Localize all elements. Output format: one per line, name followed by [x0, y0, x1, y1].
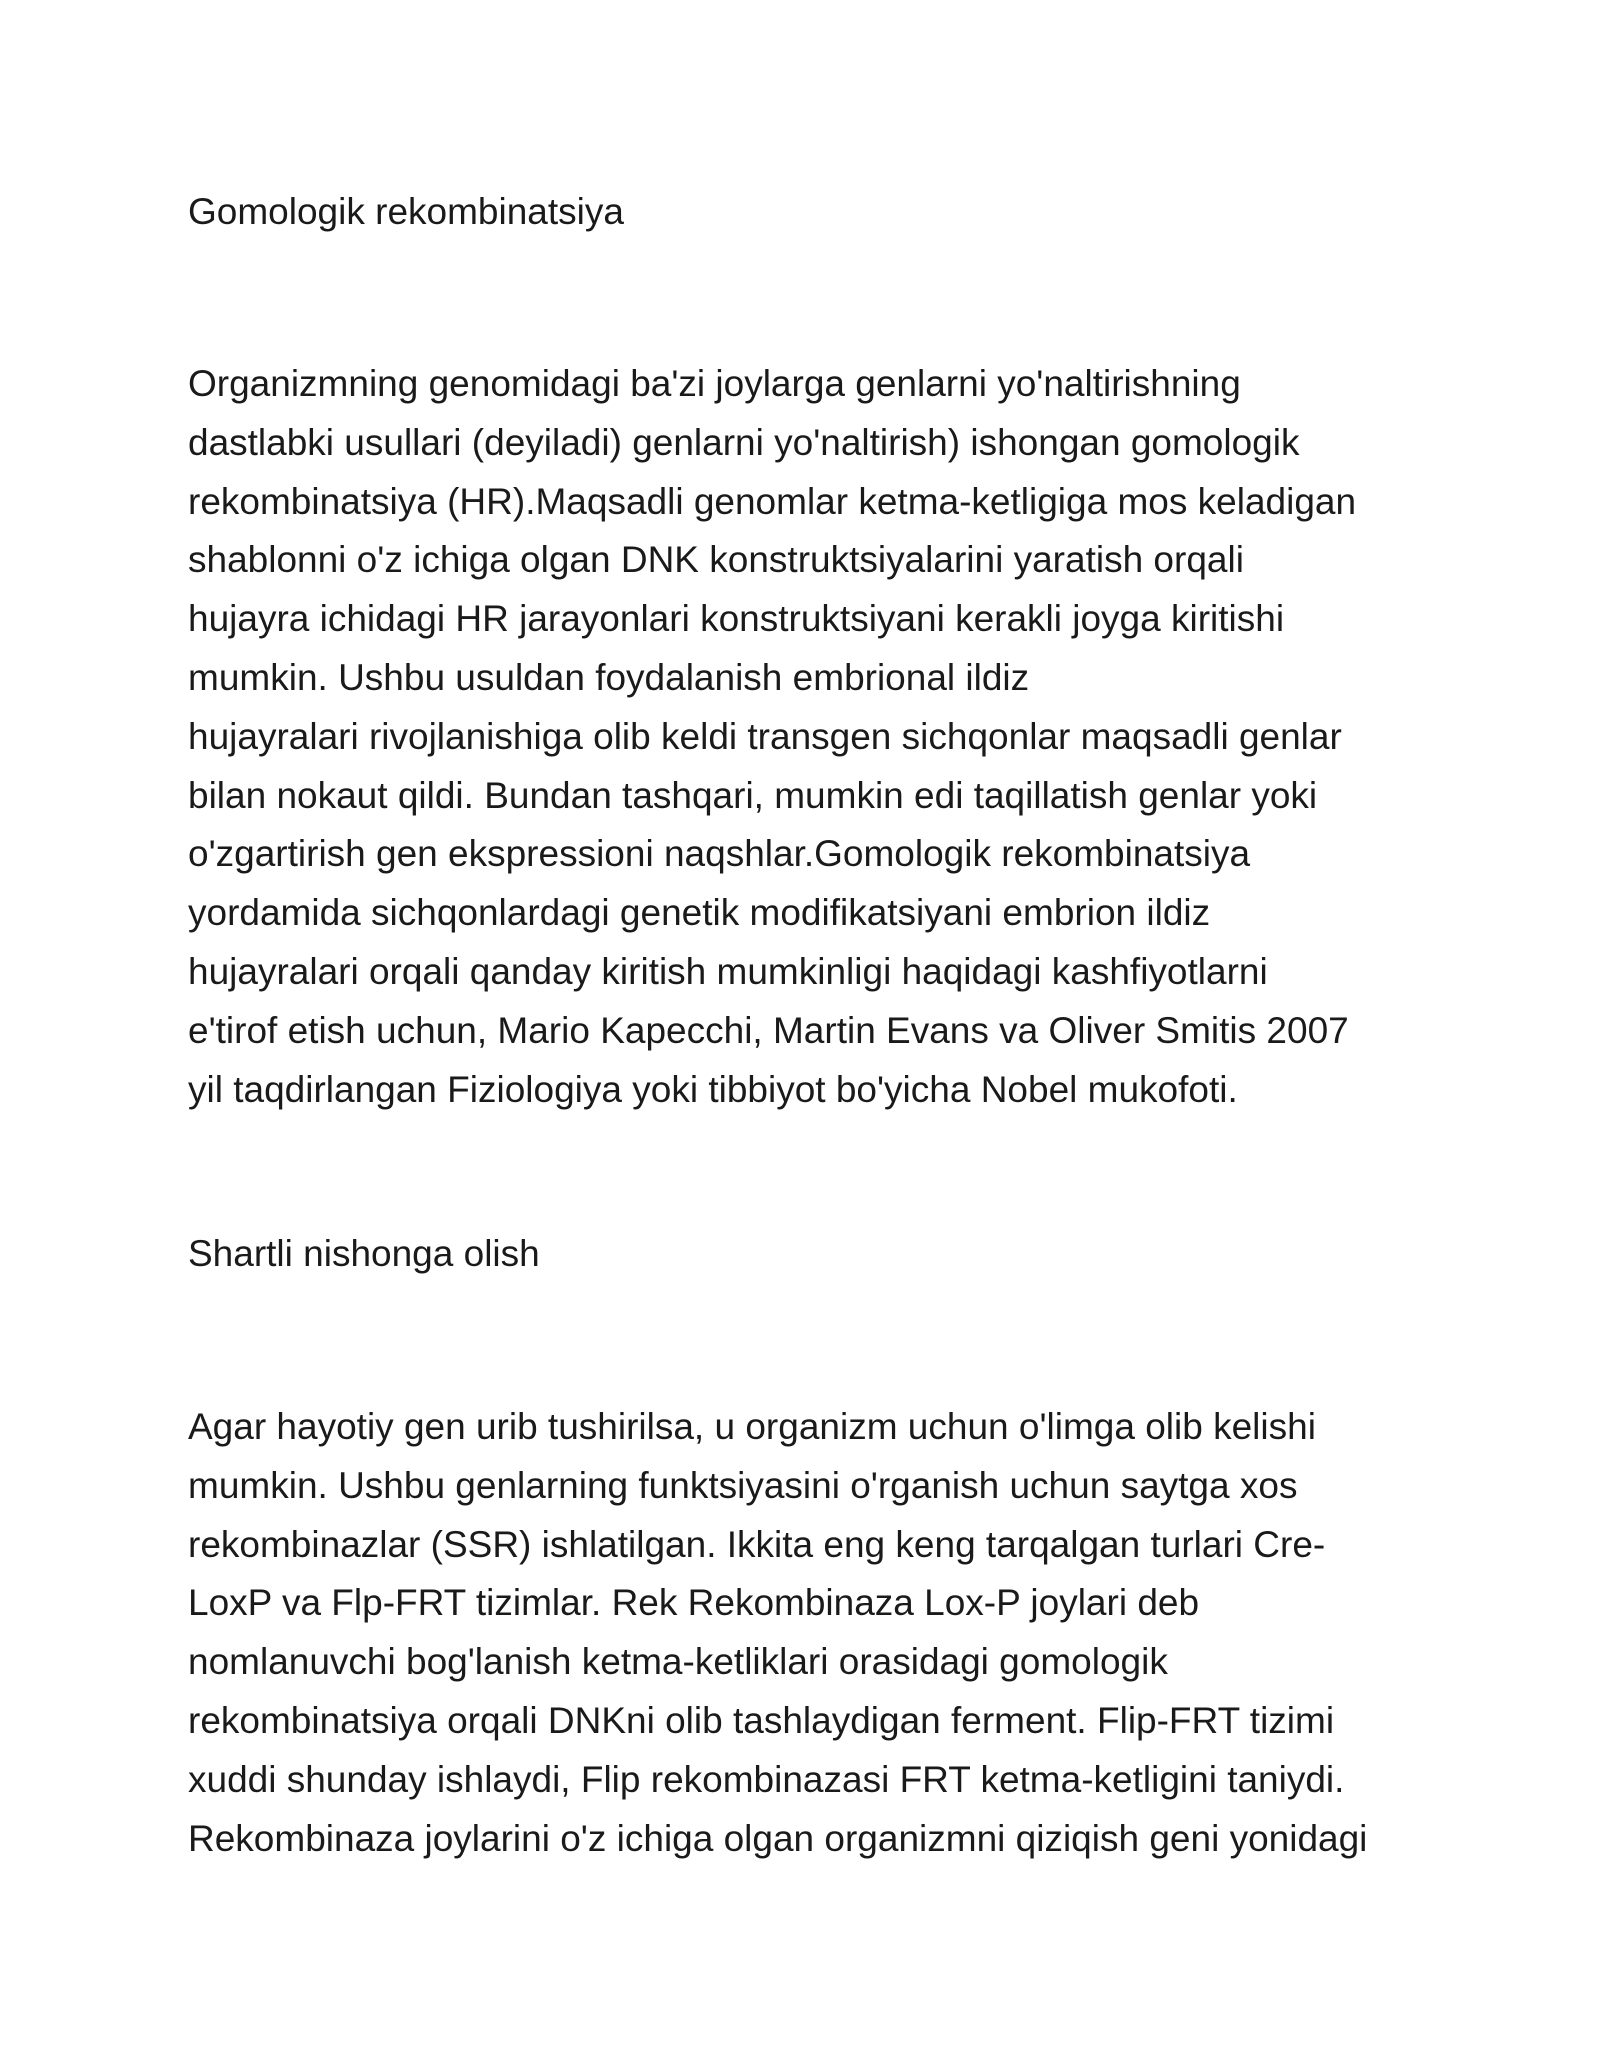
paragraph-line: nomlanuvchi bog'lanish ketma-ketliklari orasidagi gomologik [188, 1641, 1168, 1683]
paragraph-line: hujayra ichidagi HR jarayonlari konstruktsiyani kerakli joyga kiritishi [188, 598, 1285, 640]
section-heading-conditional-targeting: Shartli nishonga olish [188, 1233, 540, 1274]
paragraph-homologous-recombination [188, 355, 1418, 1119]
paragraph-conditional-targeting [188, 1398, 1418, 1868]
paragraph-line: Organizmning genomidagi ba'zi joylarga genlarni yo'naltirishning [188, 363, 1241, 404]
paragraph-line: dastlabki usullari (deyiladi) genlarni yo'naltirish) ishongan gomologik [188, 421, 1300, 463]
paragraph-line: rekombinatsiya (HR).Maqsadli genomlar ketma-ketligiga mos keladigan [188, 480, 1357, 522]
paragraph-line: o'zgartirish gen ekspressioni naqshlar.Gomologik rekombinatsiya [188, 833, 1251, 875]
paragraph-line: shablonni o'z ichiga olgan DNK konstruktsiyalarini yaratish orqali [188, 539, 1244, 581]
paragraph-line: hujayralari rivojlanishiga olib keldi transgen sichqonlar maqsadli genlar [188, 715, 1342, 757]
paragraph-line: xuddi shunday ishlaydi, Flip rekombinazasi FRT ketma-ketligini taniydi. [188, 1758, 1345, 1800]
paragraph-line: mumkin. Ushbu usuldan foydalanish embrional ildiz [188, 656, 1030, 698]
paragraph-line: e'tirof etish uchun, Mario Kapecchi, Martin Evans va Oliver Smitis 2007 [188, 1009, 1349, 1051]
paragraph-line: Agar hayotiy gen urib tushirilsa, u organizm uchun o'limga olib kelishi [188, 1406, 1316, 1447]
paragraph-line: yordamida sichqonlardagi genetik modifikatsiyani embrion ildiz [188, 892, 1211, 934]
paragraph-line: rekombinazlar (SSR) ishlatilgan. Ikkita eng keng tarqalgan turlari Cre- [188, 1523, 1326, 1565]
paragraph-line: bilan nokaut qildi. Bundan tashqari, mumkin edi taqillatish genlar yoki [188, 774, 1318, 816]
paragraph-line: rekombinatsiya orqali DNKni olib tashlaydigan ferment. Flip-FRT tizimi [188, 1699, 1335, 1741]
paragraph-line: LoxP va Flp-FRT tizimlar. Rek Rekombinaza Lox-P joylari deb [188, 1582, 1200, 1624]
paragraph-line: mumkin. Ushbu genlarning funktsiyasini o'rganish uchun saytga xos [188, 1464, 1298, 1506]
paragraph-line: hujayralari orqali qanday kiritish mumkinligi haqidagi kashfiyotlarni [188, 950, 1268, 992]
paragraph-line: yil taqdirlangan Fiziologiya yoki tibbiyot bo'yicha Nobel mukofoti. [188, 1068, 1238, 1110]
section-heading-homologous-recombination: Gomologik rekombinatsiya [188, 191, 624, 232]
paragraph-line: Rekombinaza joylarini o'z ichiga olgan organizmni qiziqish geni yonidagi [188, 1817, 1368, 1859]
